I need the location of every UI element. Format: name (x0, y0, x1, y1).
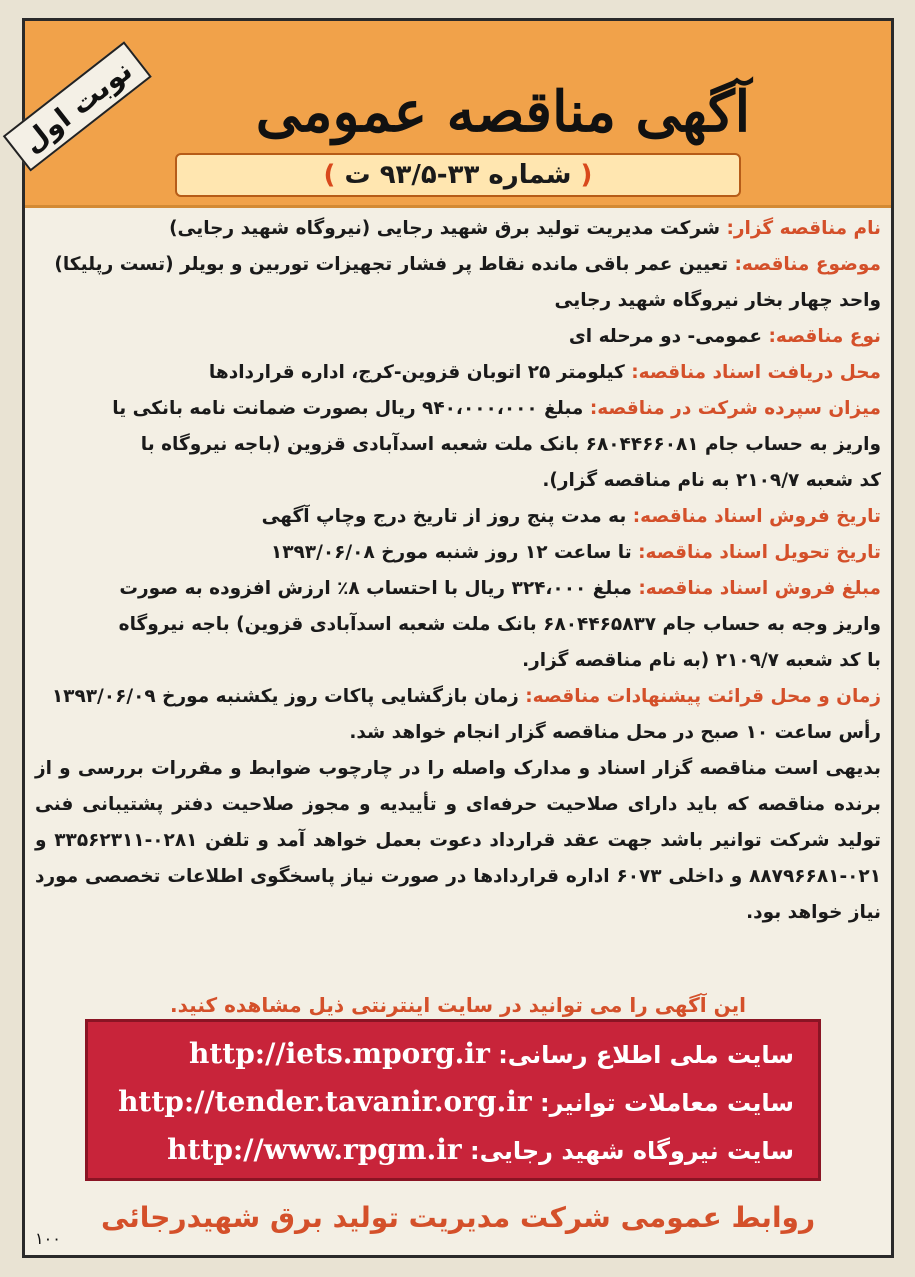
field-row (35, 463, 881, 499)
site-row (112, 1126, 794, 1174)
field-label: نام مناقصه گزار: (726, 218, 881, 239)
paren-close: ) (323, 160, 336, 190)
paren-open: ( (580, 160, 593, 190)
site-label: سایت معاملات توانیر: (540, 1089, 794, 1117)
field-row (35, 355, 881, 391)
field-value: به مدت پنج روز از تاریخ درج وچاپ آگهی (261, 506, 633, 527)
tender-number (175, 153, 741, 197)
field-row (35, 715, 881, 751)
field-row (35, 607, 881, 643)
field-label: موضوع مناقصه: (734, 254, 881, 275)
tender-number-text: شماره ۳۳-۹۳/۵ ت (344, 160, 572, 190)
field-label: محل دریافت اسناد مناقصه: (631, 362, 881, 383)
site-label: سایت ملی اطلاع رسانی: (498, 1041, 794, 1069)
websites-box (85, 1019, 821, 1181)
field-row (35, 391, 881, 427)
field-label: زمان و محل قرائت پیشنهادات مناقصه: (525, 686, 881, 707)
site-link[interactable]: http://iets.mporg.ir (188, 1037, 490, 1070)
field-value: مبلغ ۳۲۴،۰۰۰ ریال با احتساب ۸٪ ارزش افزوده به صورت (119, 578, 639, 599)
field-value: تعیین عمر باقی مانده نقاط پر فشار تجهیزات توربین و بویلر (تست رپلیکا) (54, 254, 735, 275)
field-row (35, 283, 881, 319)
edition-label: نوبت اول (3, 41, 151, 171)
page-number: ۱۰۰ (35, 1229, 61, 1248)
field-row (35, 211, 881, 247)
field-value: عمومی- دو مرحله ای (568, 326, 769, 347)
field-value: شرکت مدیریت تولید برق شهید رجایی (نیروگاه شهید رجایی) (169, 218, 727, 239)
field-row (35, 247, 881, 283)
field-row (35, 535, 881, 571)
site-label: سایت نیروگاه شهید رجایی: (469, 1137, 794, 1165)
field-value: واریز وجه به حساب جام ۶۸۰۴۴۶۵۸۳۷ بانک ملت شعبه اسدآبادی قزوین) باجه نیروگاه (118, 614, 881, 635)
site-link[interactable]: http://tender.tavanir.org.ir (118, 1085, 532, 1118)
field-value: مبلغ ۹۴۰،۰۰۰،۰۰۰ ریال بصورت ضمانت نامه بانکی یا (112, 398, 590, 419)
field-row (35, 571, 881, 607)
website-notice: این آگهی را می توانید در سایت اینترنتی ذیل مشاهده کنید. (170, 993, 746, 1017)
header-band (15, 21, 891, 208)
field-label: تاریخ تحویل اسناد مناقصه: (638, 542, 881, 563)
field-row (35, 643, 881, 679)
field-value: رأس ساعت ۱۰ صبح در محل مناقصه گزار انجام خواهد شد. (349, 722, 881, 743)
field-label: میزان سپرده شرکت در مناقصه: (589, 398, 881, 419)
tender-details (35, 211, 881, 931)
advertisement-frame (15, 18, 894, 1258)
field-value: کد شعبه ۲۱۰۹/۷ به نام مناقصه گزار). (542, 470, 881, 491)
field-value: با کد شعبه ۲۱۰۹/۷ (به نام مناقصه گزار. (522, 650, 881, 671)
field-value: واریز به حساب جام ۶۸۰۴۴۶۶۰۸۱ بانک ملت شعبه اسدآبادی قزوین (باجه نیروگاه با (140, 434, 881, 455)
site-row (112, 1078, 794, 1126)
field-row (35, 499, 881, 535)
field-value: زمان بازگشایی پاکات روز یکشنبه مورخ ۱۳۹۳/۰۶/۰۹ (51, 686, 526, 707)
site-row (112, 1030, 794, 1078)
field-label: تاریخ فروش اسناد مناقصه: (632, 506, 881, 527)
field-value: کیلومتر ۲۵ اتوبان قزوین-کرج، اداره قراردادها (208, 362, 632, 383)
footer-signature: روابط عمومی شرکت مدیریت تولید برق شهیدرجائی (100, 1201, 816, 1234)
field-row (35, 427, 881, 463)
site-link[interactable]: http://www.rpgm.ir (167, 1133, 462, 1166)
field-label: مبلغ فروش اسناد مناقصه: (638, 578, 881, 599)
field-row (35, 319, 881, 355)
field-value: واحد چهار بخار نیروگاه شهید رجایی (554, 290, 881, 311)
field-value: تا ساعت ۱۲ روز شنبه مورخ ۱۳۹۳/۰۶/۰۸ (270, 542, 639, 563)
closing-paragraph: بدیهی است مناقصه گزار اسناد و مدارک واصله را در چارچوب ضوابط و مقررات بررسی و از برنده مناقصه که باید دارای صلاحیت حرفه‌ای و تأییدیه و مجوز صلاحیت دفتر پشتیبانی فنی تولید شرکت توانیر باشد جهت عقد قرارداد دعوت بعمل خواهد آمد و تلفن ۰۲۸۱-۳۳۵۶۲۳۱۱ و ۰۲۱-۸۸۷۹۶۶۸۱ و داخلی ۶۰۷۳ اداره قراردادها در صورت نیاز پاسخگوی اطلاعات تخصصی مورد نیاز خواهد بود. (35, 758, 881, 923)
field-row (35, 679, 881, 715)
page-title: آگهی مناقصه عمومی (255, 79, 751, 145)
field-label: نوع مناقصه: (768, 326, 881, 347)
